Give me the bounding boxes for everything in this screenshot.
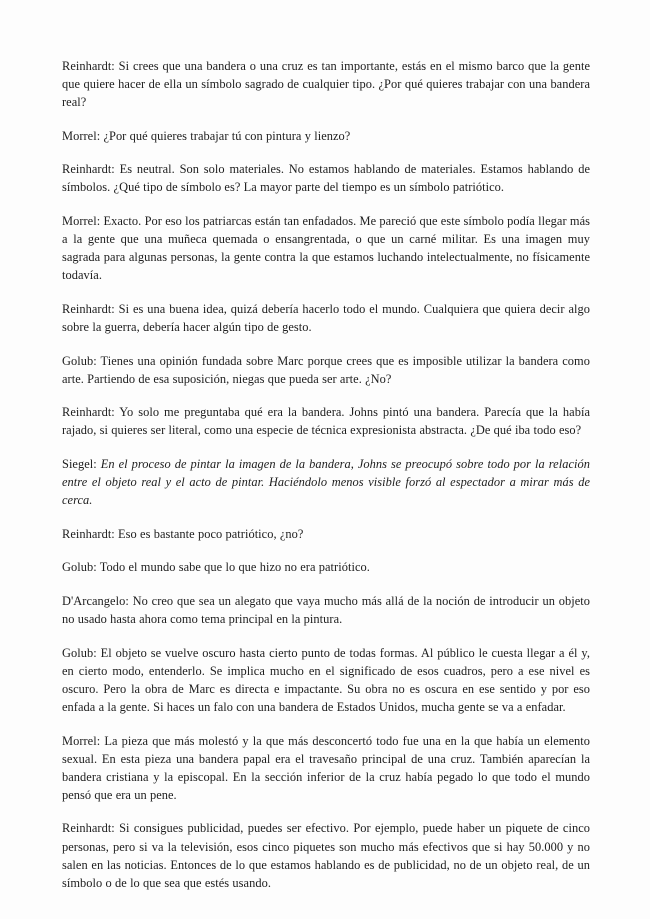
transcript-paragraph [62, 455, 590, 509]
paragraph-text: Tienes una opinión fundada sobre Marc porque crees que es imposible utilizar la bandera como arte. Partiendo de esa suposición, niegas que pueda ser arte. ¿No? [62, 353, 590, 386]
transcript-paragraph [62, 212, 590, 284]
paragraph-text: Si consigues publicidad, puedes ser efectivo. Por ejemplo, puede haber un piquete de cinco personas, pero si va la televisión, esos cinco piquetes son mucho más efectivos que si hay 50.000 y no salen en las noticias. Entonces de lo que estamos hablando es de publicidad, no de un objeto real, de un símbolo o de lo que sea que estés usando. [62, 821, 590, 890]
transcript-paragraph [62, 57, 590, 111]
transcript-paragraph [62, 732, 590, 804]
speaker-label: Golub: [62, 353, 97, 368]
transcript-paragraph [62, 403, 590, 439]
speaker-label: Reinhardt: [62, 405, 115, 420]
speaker-label: Reinhardt: [62, 526, 115, 541]
paragraph-text: Si es una buena idea, quizá debería hacerlo todo el mundo. Cualquiera que quiera decir algo sobre la guerra, debería hacer algún tipo de gesto. [62, 301, 590, 335]
paragraph-text: Yo solo me preguntaba qué era la bandera. Johns pintó una bandera. Parecía que la había rajado, si quieres ser literal, como una especie de técnica expresionista abstracta. ¿De qué iba todo eso? [62, 405, 590, 438]
speaker-label: Morrel: [62, 128, 101, 143]
paragraph-text: En el proceso de pintar la imagen de la bandera, Johns se preocupó sobre todo por la relación entre el objeto real y el acto de pintar. Haciéndolo menos visible forzó al espectador a mirar más de cerca. [62, 457, 590, 508]
speaker-label: Reinhardt: [62, 162, 115, 177]
paragraph-text: No creo que sea un alegato que vaya mucho más allá de la noción de introducir un objeto no usado hasta ahora como tema principal en la pintura. [62, 593, 590, 627]
speaker-label: D'Arcangelo: [62, 593, 129, 608]
paragraph-text: Exacto. Por eso los patriarcas están tan enfadados. Me pareció que este símbolo podía llegar más a la gente que una muñeca quemada o ensangrentada, o que un carné militar. Es una imagen muy sagrada para algunas personas, la gente contra la que estamos luchando intelectualmente, no físicamente todavía. [62, 214, 590, 283]
paragraph-text: Es neutral. Son solo materiales. No estamos hablando de materiales. Estamos hablando de símbolos. ¿Qué tipo de símbolo es? La mayor parte del tiempo es un símbolo patriótico. [62, 162, 590, 195]
paragraph-text: Todo el mundo sabe que lo que hizo no era patriótico. [96, 560, 370, 575]
speaker-label: Siegel: [62, 457, 97, 471]
transcript-paragraph [62, 558, 590, 576]
speaker-label: Reinhardt: [62, 301, 115, 316]
speaker-label: Golub: [62, 560, 97, 575]
transcript-paragraph [62, 592, 590, 628]
speaker-label: Reinhardt: [62, 821, 115, 836]
paragraph-text: Si crees que una bandera o una cruz es tan importante, estás en el mismo barco que la gente que quiere hacer de ella un símbolo sagrado de cualquier tipo. ¿Por qué quieres trabajar con una bandera real? [62, 59, 590, 110]
transcript-paragraph [62, 160, 590, 196]
transcript-body [62, 57, 590, 892]
transcript-paragraph [62, 127, 590, 145]
paragraph-text: El objeto se vuelve oscuro hasta cierto punto de todas formas. Al público le cuesta llegar a él y, en cierto modo, entenderlo. Se implica mucho en el significado de esos cuadros, pero a ese nivel es oscuro. Pero la obra de Marc es directa e impactante. Su obra no es oscura en ese sentido y por eso enfada a la gente. Si haces un falo con una bandera de Estados Unidos, mucha gente se va a enfadar. [62, 645, 590, 714]
speaker-label: Reinhardt: [62, 59, 115, 73]
transcript-paragraph [62, 819, 590, 891]
speaker-label: Morrel: [62, 214, 101, 229]
transcript-paragraph [62, 525, 590, 543]
paragraph-text: Eso es bastante poco patriótico, ¿no? [114, 526, 304, 541]
transcript-paragraph [62, 644, 590, 716]
speaker-label: Golub: [62, 645, 97, 660]
paragraph-text: ¿Por qué quieres trabajar tú con pintura y lienzo? [100, 128, 351, 143]
paragraph-text: La pieza que más molestó y la que más desconcertó todo fue una en la que había un elemento sexual. En esta pieza una bandera papal era el travesaño principal de una cruz. También aparecían la bandera cristiana y la episcopal. En la sección inferior de la cruz había pegado lo que todo el mundo pensó que era un pene. [62, 733, 590, 802]
transcript-paragraph [62, 352, 590, 388]
transcript-paragraph [62, 300, 590, 336]
speaker-label: Morrel: [62, 733, 101, 748]
